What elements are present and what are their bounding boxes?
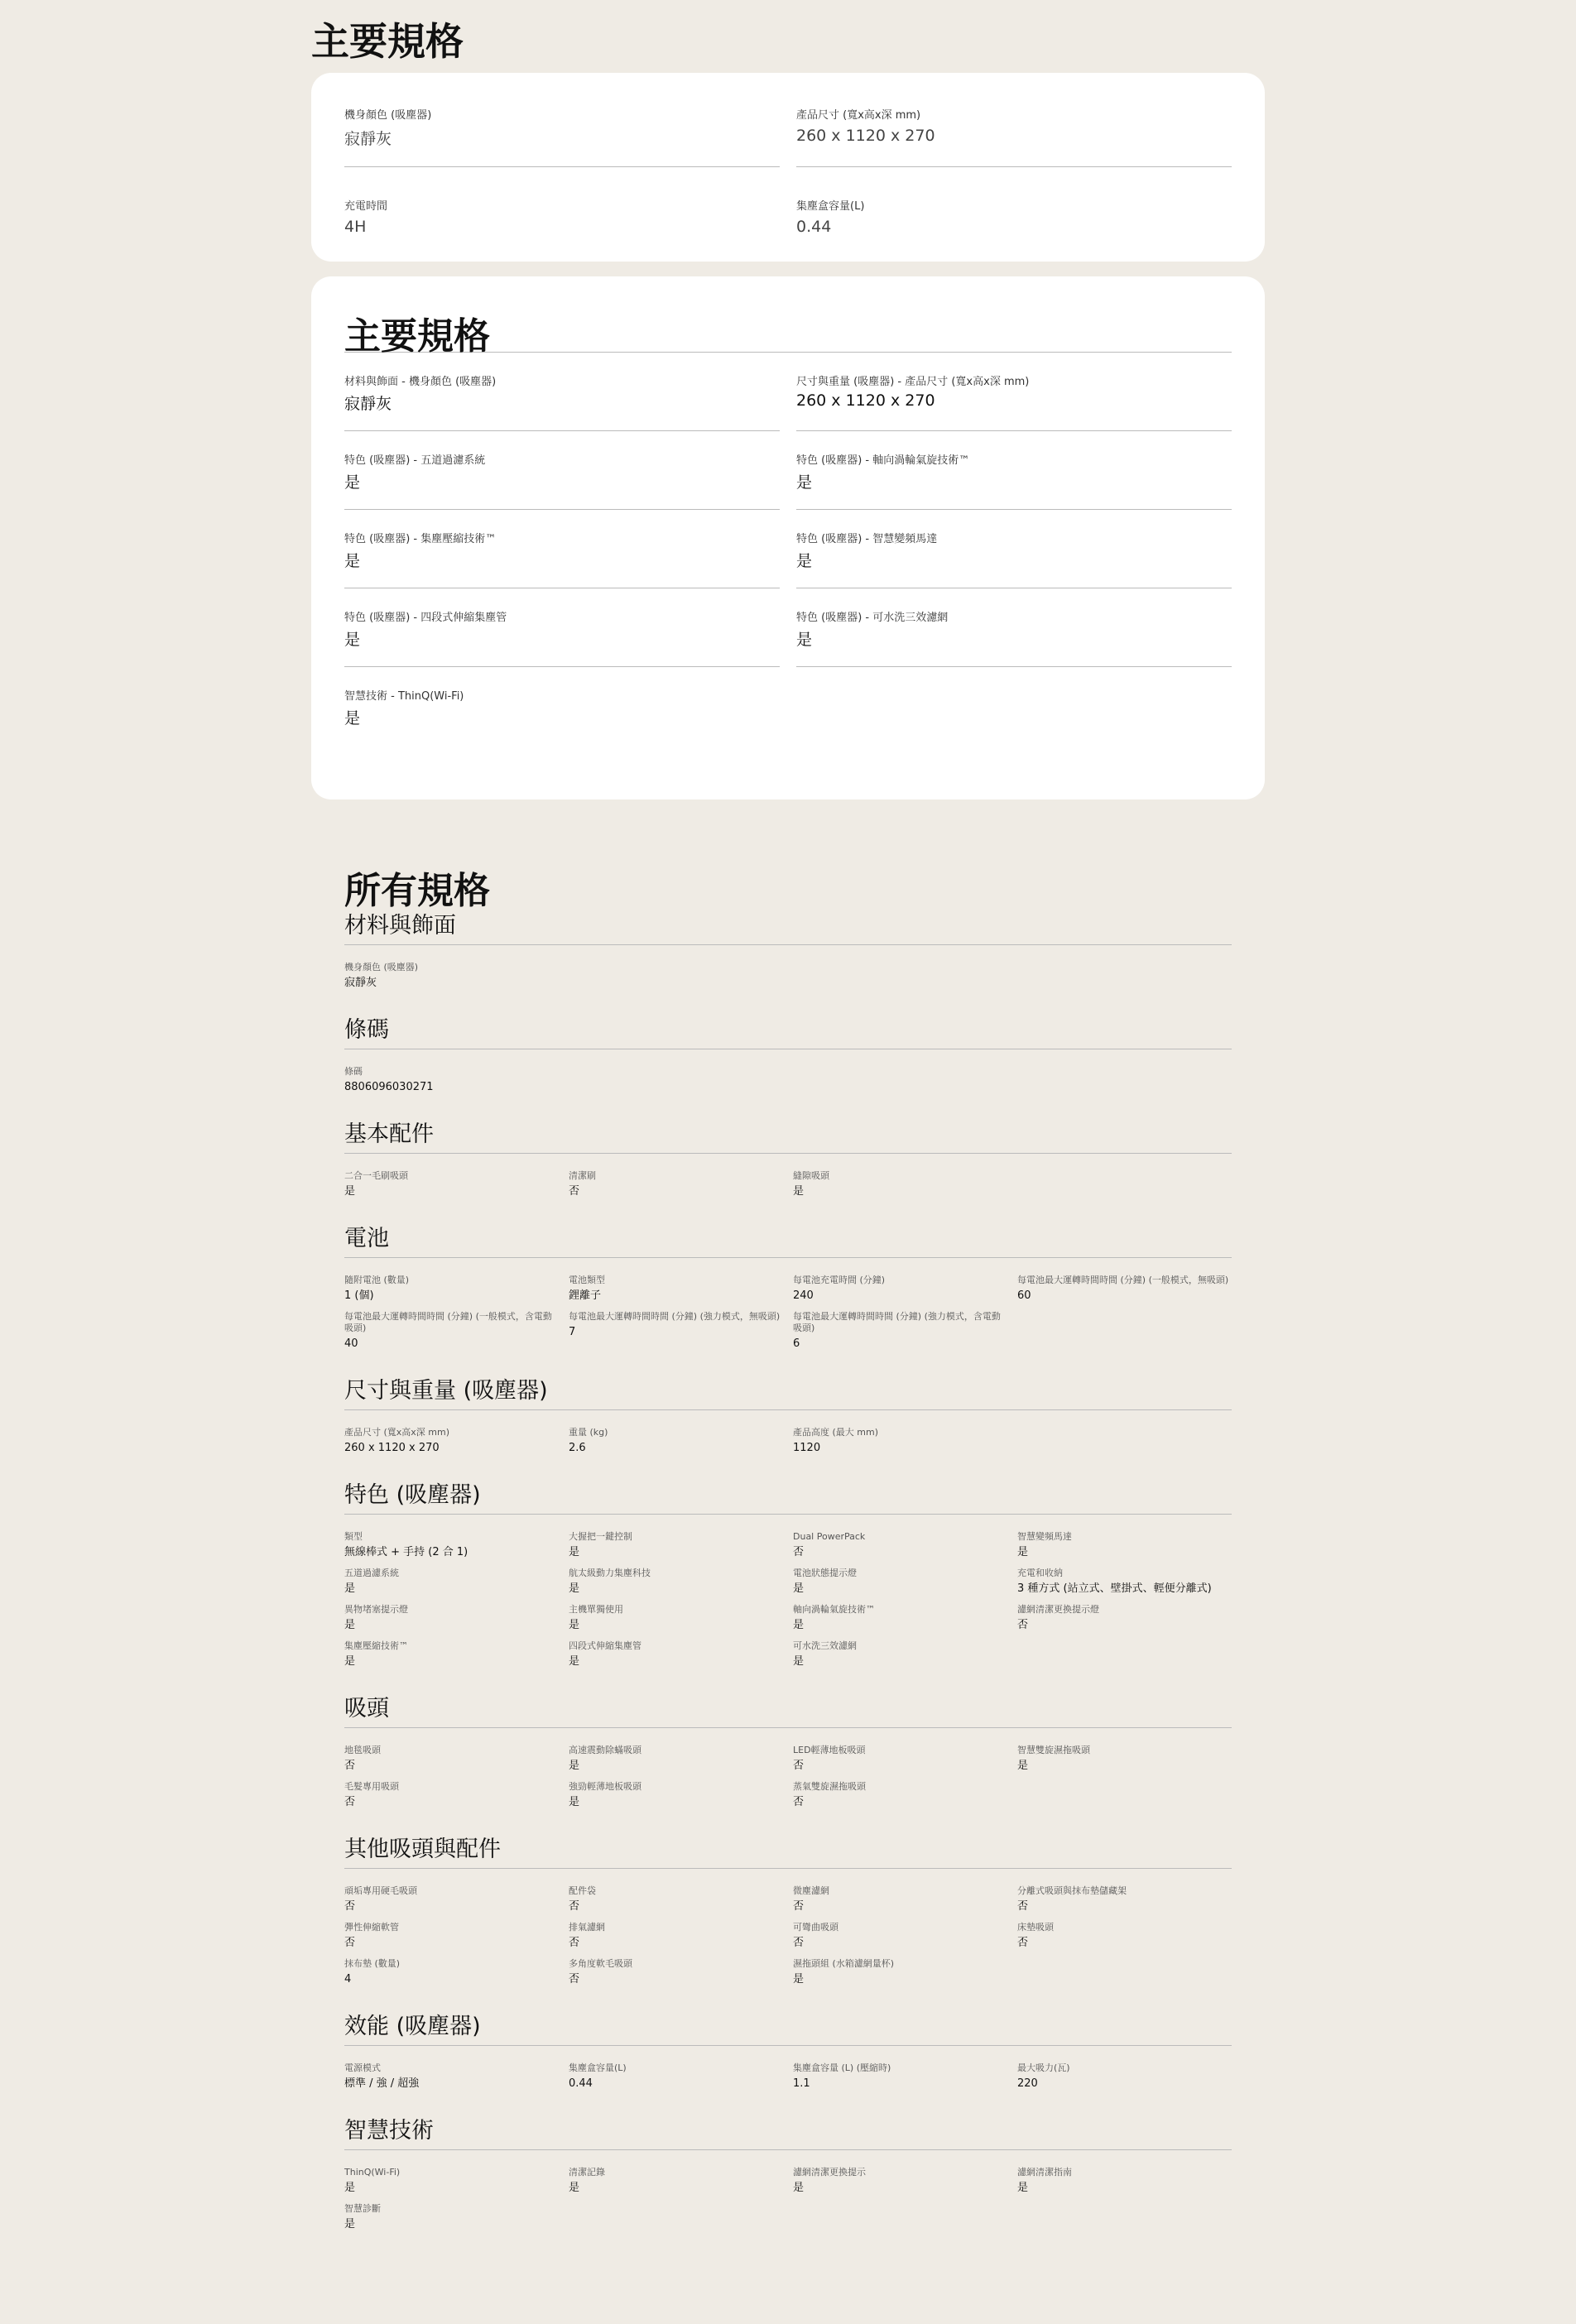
spec-value: 是 [793,1619,805,1631]
spec-value: 否 [1017,1900,1029,1913]
spec-cell [344,1568,559,1596]
spec-cell [793,1958,1007,1986]
spec-section [344,2112,1232,2231]
spec-value: 40 [344,1337,358,1350]
spec-value: 1 (個) [344,1289,374,1302]
spec-label: 微塵濾網 [793,1885,829,1896]
spec-section [344,1831,1232,1986]
spec-label: 集塵盒容量(L) [796,200,865,213]
spec-section [344,1372,1232,1455]
spec-label: 最大吸力(瓦) [1017,2062,1070,2073]
spec-value: 是 [796,631,813,649]
spec-label: 電源模式 [344,2062,381,2073]
spec-value: 8806096030271 [344,1081,434,1093]
spec-cell [793,1170,1007,1198]
spec-label: 異物堵塞提示燈 [344,1604,408,1615]
spec-value: 是 [344,552,361,570]
spec-grid [344,1275,1232,1351]
spec-cell [344,2203,559,2231]
spec-label: 每電池充電時間 (分鐘) [793,1275,886,1285]
spec-label: 特色 (吸塵器) - 智慧變頻馬達 [796,533,938,545]
card-title: 主要規格 [344,276,1232,353]
spec-value: 240 [793,1289,814,1302]
spec-label: 毛髮專用吸頭 [344,1781,399,1792]
spec-label: LED輕薄地板吸頭 [793,1745,866,1755]
spec-label: 強勁輕薄地板吸頭 [569,1781,641,1792]
spec-cell [793,1745,1007,1773]
spec-label: 濾網清潔更換提示 [793,2167,866,2178]
spec-item [344,588,780,667]
spec-cell [1017,2167,1232,2195]
spec-cell [344,1745,559,1773]
spec-cell [344,1066,559,1094]
spec-value: 寂靜灰 [344,395,392,413]
spec-value: 0.44 [796,218,832,236]
spec-value: 是 [796,552,813,570]
spec-value: 6 [793,1337,800,1350]
spec-value: 鋰離子 [569,1289,602,1302]
spec-label: 電池狀態提示燈 [793,1568,857,1578]
spec-label: 主機單獨使用 [569,1604,623,1615]
spec-cell [569,1604,783,1632]
spec-cell [793,1885,1007,1913]
spec-item [796,73,1232,167]
spec-value: 否 [793,1937,805,1949]
spec-value: 是 [1017,2182,1029,2194]
spec-cell [344,2167,559,2195]
spec-cell [793,1275,1007,1303]
spec-cell [569,1958,783,1986]
spec-label: 濾網清潔指南 [1017,2167,1072,2178]
spec-section [344,1477,1232,1669]
spec-cell [569,1311,783,1351]
spec-value: 是 [344,2182,356,2194]
spec-cell [569,2062,783,2091]
spec-cell [344,1311,559,1351]
spec-item [796,167,1232,246]
spec-value: 無線棒式 + 手持 (2 合 1) [344,1546,468,1558]
spec-cell [793,2062,1007,2091]
spec-label: 清潔刷 [569,1170,596,1181]
spec-cell [793,1531,1007,1559]
spec-label: 每電池最大運轉時間時間 (分鐘) (強力模式，含電動吸頭) [793,1311,1001,1333]
spec-value: 是 [344,473,361,492]
spec-value: 否 [793,1546,805,1558]
spec-cell [793,1311,1007,1351]
spec-cell [793,1604,1007,1632]
spec-label: 集塵盒容量(L) [569,2062,627,2073]
spec-item [796,353,1232,431]
section-title: 特色 (吸塵器) [344,1477,1232,1515]
spec-cell [1017,1745,1232,1773]
spec-value: 否 [793,1760,805,1772]
spec-value: 否 [569,1185,580,1198]
spec-value: 是 [344,631,361,649]
spec-item [796,588,1232,667]
spec-item [344,167,780,246]
spec-cell [1017,1531,1232,1559]
spec-grid [344,2062,1232,2091]
spec-cell [344,1922,559,1950]
spec-label: 產品尺寸 (寬x高x深 mm) [344,1427,450,1438]
spec-label: 智慧雙旋濕拖吸頭 [1017,1745,1090,1755]
key-specs-card [311,73,1265,262]
spec-cell [344,1885,559,1913]
spec-label: 類型 [344,1531,363,1542]
spec-value: 1.1 [793,2077,810,2090]
spec-label: 彈性伸縮軟管 [344,1922,399,1933]
spec-label: 濕拖頭組 (水箱濾網量杯) [793,1958,895,1969]
spec-label: 分離式吸頭與抹布墊儲藏架 [1017,1885,1127,1896]
spec-value: 60 [1017,1289,1031,1302]
spec-section [344,907,1232,990]
spec-value: 是 [793,1582,805,1595]
spec-value: 否 [344,1900,356,1913]
spec-label: 機身顏色 (吸塵器) [344,962,419,972]
spec-label: 排氣濾網 [569,1922,605,1933]
spec-label: 清潔記錄 [569,2167,605,2178]
spec-grid [344,1427,1232,1455]
spec-label: 智慧技術 - ThinQ(Wi-Fi) [344,690,464,703]
spec-label: 集塵壓縮技術™ [344,1640,408,1651]
spec-grid [344,1745,1232,1809]
spec-cell [569,1427,783,1455]
spec-section [344,1116,1232,1198]
spec-grid [344,962,1232,990]
spec-cell [344,2062,559,2091]
spec-value: 是 [569,2182,580,2194]
spec-label: 大握把一鍵控制 [569,1531,632,1542]
spec-label: 每電池最大運轉時間時間 (分鐘) (一般模式，含電動吸頭) [344,1311,552,1333]
spec-cell [1017,1604,1232,1632]
spec-value: 否 [793,1796,805,1808]
spec-item [344,431,780,510]
spec-label: ThinQ(Wi-Fi) [344,2167,401,2178]
spec-section [344,1011,1232,1094]
section-title: 吸頭 [344,1690,1232,1728]
spec-value: 是 [344,1185,356,1198]
spec-value: 220 [1017,2077,1038,2090]
spec-label: 地毯吸頭 [344,1745,381,1755]
spec-label: 可彎曲吸頭 [793,1922,838,1933]
spec-cell [793,1568,1007,1596]
spec-label: 充電和收納 [1017,1568,1063,1578]
section-title: 尺寸與重量 (吸塵器) [344,1372,1232,1410]
spec-label: 集塵盒容量 (L) (壓縮時) [793,2062,891,2073]
spec-label: 重量 (kg) [569,1427,608,1438]
spec-value: 1120 [793,1442,821,1454]
spec-cell [344,1604,559,1632]
section-title: 電池 [344,1220,1232,1258]
spec-label: 特色 (吸塵器) - 軸向渦輪氣旋技術™ [796,454,970,467]
spec-item [796,510,1232,588]
section-title: 其他吸頭與配件 [344,1831,1232,1869]
spec-cell [793,1922,1007,1950]
spec-grid [344,1531,1232,1669]
spec-section [344,1220,1232,1351]
spec-label: 高速震動除蟎吸頭 [569,1745,641,1755]
spec-cell [1017,1275,1232,1303]
spec-item [344,73,780,167]
spec-label: 航太級動力集塵科技 [569,1568,651,1578]
spec-label: 尺寸與重量 (吸塵器) - 產品尺寸 (寬x高x深 mm) [796,376,1030,388]
section-title: 基本配件 [344,1116,1232,1154]
spec-cell [1017,1885,1232,1913]
spec-cell [344,1640,559,1669]
spec-value: 7 [569,1326,576,1338]
spec-cell [344,1958,559,1986]
spec-label: 產品高度 (最大 mm) [793,1427,879,1438]
spec-value: 否 [793,1900,805,1913]
spec-cell [569,1745,783,1773]
spec-label: Dual PowerPack [793,1531,866,1542]
spec-value: 是 [344,1619,356,1631]
spec-label: 每電池最大運轉時間時間 (分鐘) (強力模式，無吸頭) [569,1311,781,1322]
key-specs-detail-card [311,276,1265,799]
spec-value: 是 [569,1655,580,1668]
spec-value: 否 [344,1937,356,1949]
spec-value: 是 [569,1760,580,1772]
spec-grid [344,1170,1232,1198]
spec-label: 隨附電池 (數量) [344,1275,410,1285]
spec-value: 2.6 [569,1442,586,1454]
spec-label: 產品尺寸 (寬x高x深 mm) [796,109,921,122]
spec-label: 電池類型 [569,1275,605,1285]
spec-value: 是 [569,1582,580,1595]
spec-label: 每電池最大運轉時間時間 (分鐘) (一般模式，無吸頭) [1017,1275,1229,1285]
spec-section [344,1690,1232,1809]
spec-value: 是 [793,2182,805,2194]
spec-value: 260 x 1120 x 270 [796,127,935,145]
section-title: 條碼 [344,1011,1232,1049]
spec-label: 五道過濾系統 [344,1568,399,1578]
section-title: 效能 (吸塵器) [344,2008,1232,2046]
spec-value: 是 [793,1185,805,1198]
spec-cell [1017,1922,1232,1950]
spec-label: 條碼 [344,1066,363,1077]
spec-grid [344,2167,1232,2231]
spec-cell [793,1640,1007,1669]
spec-value: 是 [793,1973,805,1985]
spec-cell [344,1781,559,1809]
spec-value: 是 [569,1546,580,1558]
spec-label: 四段式伸縮集塵管 [569,1640,641,1651]
spec-label: 智慧診斷 [344,2203,381,2214]
spec-label: 抹布墊 (數量) [344,1958,401,1969]
spec-value: 4H [344,218,367,236]
all-specs [344,861,1232,2253]
spec-label: 軸向渦輪氣旋技術™ [793,1604,875,1615]
spec-label: 縫隙吸頭 [793,1170,829,1181]
spec-label: 二合一毛刷吸頭 [344,1170,408,1181]
section-title: 智慧技術 [344,2112,1232,2150]
spec-value: 是 [1017,1760,1029,1772]
spec-cell [569,1275,783,1303]
spec-grid [344,1066,1232,1094]
spec-label: 特色 (吸塵器) - 四段式伸縮集塵管 [344,612,507,624]
spec-label: 智慧變頻馬達 [1017,1531,1072,1542]
spec-value: 是 [344,2218,356,2230]
spec-cell [569,1922,783,1950]
spec-label: 材料與飾面 - 機身顏色 (吸塵器) [344,376,497,388]
spec-item [344,667,780,746]
spec-label: 充電時間 [344,200,388,213]
spec-item [344,510,780,588]
spec-value: 3 種方式 (站立式、壁掛式、輕便分離式) [1017,1582,1212,1595]
spec-cell [793,1781,1007,1809]
spec-label: 蒸氣雙旋濕拖吸頭 [793,1781,866,1792]
spec-cell [569,1170,783,1198]
spec-item [796,431,1232,510]
spec-cell [344,1427,559,1455]
spec-value: 寂靜灰 [344,977,377,989]
spec-label: 多角度軟毛吸頭 [569,1958,632,1969]
spec-cell [344,962,559,990]
spec-value: 是 [1017,1546,1029,1558]
spec-label: 特色 (吸塵器) - 五道過濾系統 [344,454,486,467]
spec-label: 特色 (吸塵器) - 集塵壓縮技術™ [344,533,497,545]
spec-value: 否 [344,1760,356,1772]
spec-value: 是 [796,473,813,492]
spec-value: 否 [1017,1619,1029,1631]
spec-label: 床墊吸頭 [1017,1922,1054,1933]
spec-value: 260 x 1120 x 270 [344,1442,440,1454]
spec-cell [569,1781,783,1809]
spec-value: 標準 / 強 / 超強 [344,2077,420,2090]
spec-cell [569,1531,783,1559]
spec-value: 是 [344,709,361,727]
spec-value: 否 [344,1796,356,1808]
spec-cell [793,1427,1007,1455]
spec-value: 260 x 1120 x 270 [796,391,935,410]
spec-label: 配件袋 [569,1885,596,1896]
spec-section [344,2008,1232,2091]
spec-cell [344,1275,559,1303]
spec-cell [569,2167,783,2195]
spec-value: 是 [569,1796,580,1808]
spec-value: 否 [1017,1937,1029,1949]
spec-label: 特色 (吸塵器) - 可水洗三效濾網 [796,612,949,624]
spec-value: 寂靜灰 [344,130,392,148]
spec-cell [569,1885,783,1913]
spec-cell [793,2167,1007,2195]
all-specs-title: 所有規格 [344,870,490,912]
spec-item [344,353,780,431]
spec-label: 可水洗三效濾網 [793,1640,857,1651]
section-title: 材料與飾面 [344,907,1232,945]
spec-cell [569,1568,783,1596]
spec-grid [344,1885,1232,1986]
spec-value: 否 [569,1900,580,1913]
spec-value: 是 [344,1655,356,1668]
spec-cell [344,1531,559,1559]
spec-value: 是 [569,1619,580,1631]
spec-cell [1017,2062,1232,2091]
page-title: 主要規格 [311,19,464,64]
spec-cell [1017,1568,1232,1596]
spec-value: 是 [793,1655,805,1668]
spec-value: 否 [569,1973,580,1985]
spec-cell [344,1170,559,1198]
spec-value: 是 [344,1582,356,1595]
spec-value: 否 [569,1937,580,1949]
spec-label: 頑垢專用硬毛吸頭 [344,1885,417,1896]
spec-label: 機身顏色 (吸塵器) [344,109,432,122]
spec-value: 4 [344,1973,352,1985]
spec-sections [344,907,1232,2231]
spec-label: 濾網清潔更換提示燈 [1017,1604,1099,1615]
spec-cell [569,1640,783,1669]
spec-value: 0.44 [569,2077,593,2090]
